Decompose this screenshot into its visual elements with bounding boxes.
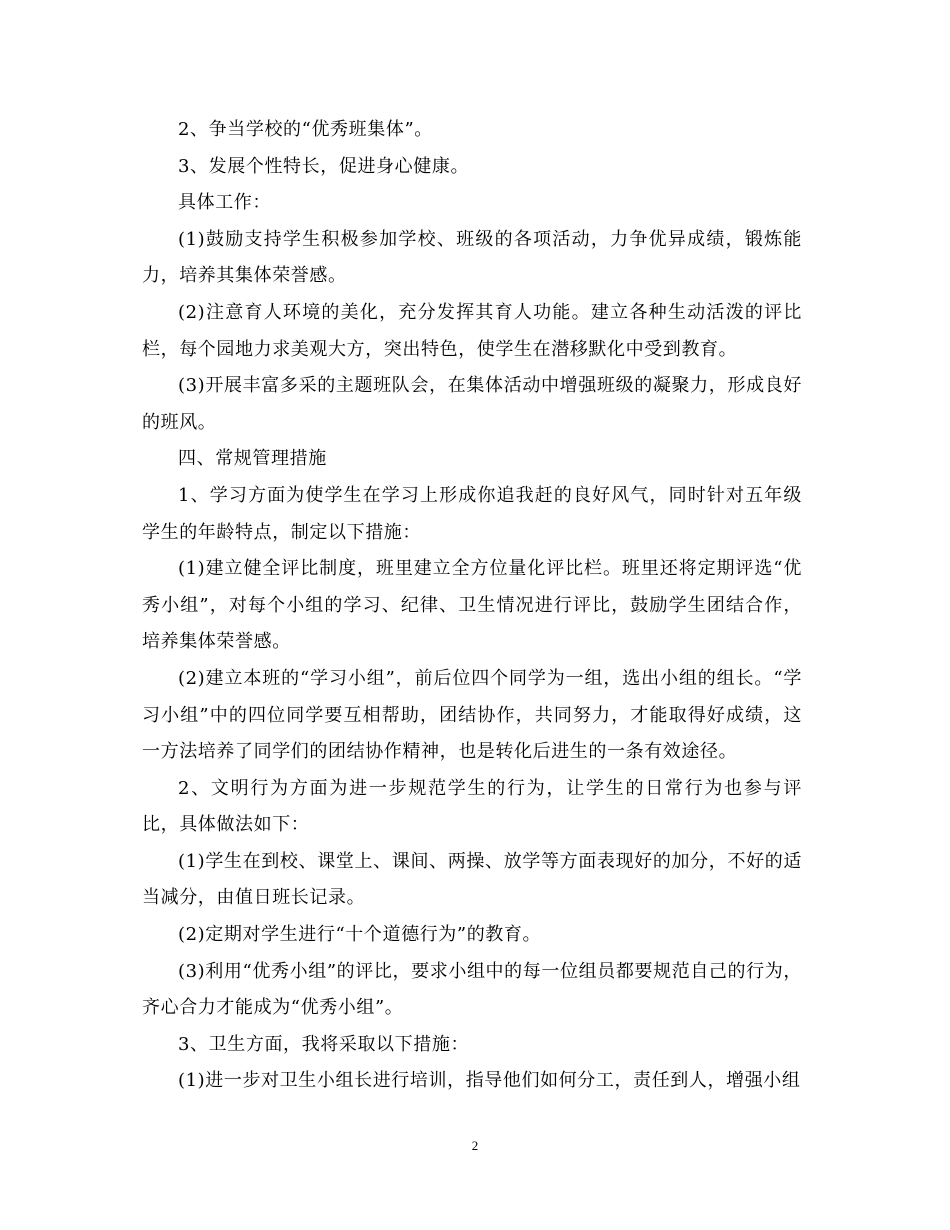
paragraph-study-aspect: 1、学习方面为使学生在学习上形成你追我赶的良好风气，同时针对五年级学生的年龄特点，制定以下措施： bbox=[142, 484, 802, 543]
paragraph-hygiene-item-1: (1)进一步对卫生小组长进行培训，指导他们如何分工，责任到人，增强小组 bbox=[178, 1070, 801, 1092]
paragraph-hygiene-aspect: 3、卫生方面，我将采取以下措施： bbox=[178, 1033, 470, 1055]
document-body bbox=[142, 112, 802, 1100]
paragraph-behavior-item-3: (3)利用“优秀小组”的评比，要求小组中的每一位组员都要规范自己的行为，齐心合力才能成为“优秀小组”。 bbox=[142, 960, 802, 1019]
paragraph-study-item-2: (2)建立本班的“学习小组”，前后位四个同学为一组，选出小组的组长。“学习小组”中的四位同学要互相帮助，团结协作，共同努力，才能取得好成绩，这一方法培养了同学们的团结协作精神，也是转化后进生的一条有效途径。 bbox=[142, 667, 802, 763]
paragraph-work-item-1: (1)鼓励支持学生积极参加学校、班级的各项活动，力争优异成绩，锻炼能力，培养其集体荣誉感。 bbox=[142, 228, 802, 287]
paragraph-civil-behavior-aspect: 2、文明行为方面为进一步规范学生的行为，让学生的日常行为也参与评比，具体做法如下： bbox=[142, 777, 802, 836]
page-number: 2 bbox=[471, 1138, 479, 1153]
paragraph-specific-work-heading: 具体工作： bbox=[178, 192, 271, 214]
paragraph-goal-3: 3、发展个性特长，促进身心健康。 bbox=[178, 155, 470, 177]
paragraph-study-item-1: (1)建立健全评比制度，班里建立全方位量化评比栏。班里还将定期评选“优秀小组”，对每个小组的学习、纪律、卫生情况进行评比，鼓励学生团结合作，培养集体荣誉感。 bbox=[142, 558, 802, 653]
paragraph-behavior-item-2: (2)定期对学生进行“十个道德行为”的教育。 bbox=[178, 924, 542, 946]
section-heading-routine-management: 四、常规管理措施 bbox=[178, 448, 327, 470]
paragraph-work-item-3: (3)开展丰富多采的主题班队会，在集体活动中增强班级的凝聚力，形成良好的班风。 bbox=[142, 375, 802, 433]
paragraph-behavior-item-1: (1)学生在到校、课堂上、课间、两操、放学等方面表现好的加分，不好的适当减分，由值日班长记录。 bbox=[142, 850, 802, 909]
paragraph-goal-2: 2、争当学校的“优秀班集体”。 bbox=[178, 119, 433, 140]
paragraph-work-item-2: (2)注意育人环境的美化，充分发挥其育人功能。建立各种生动活泼的评比栏，每个园地力求美观大方，突出特色，使学生在潜移默化中受到教育。 bbox=[142, 301, 802, 360]
